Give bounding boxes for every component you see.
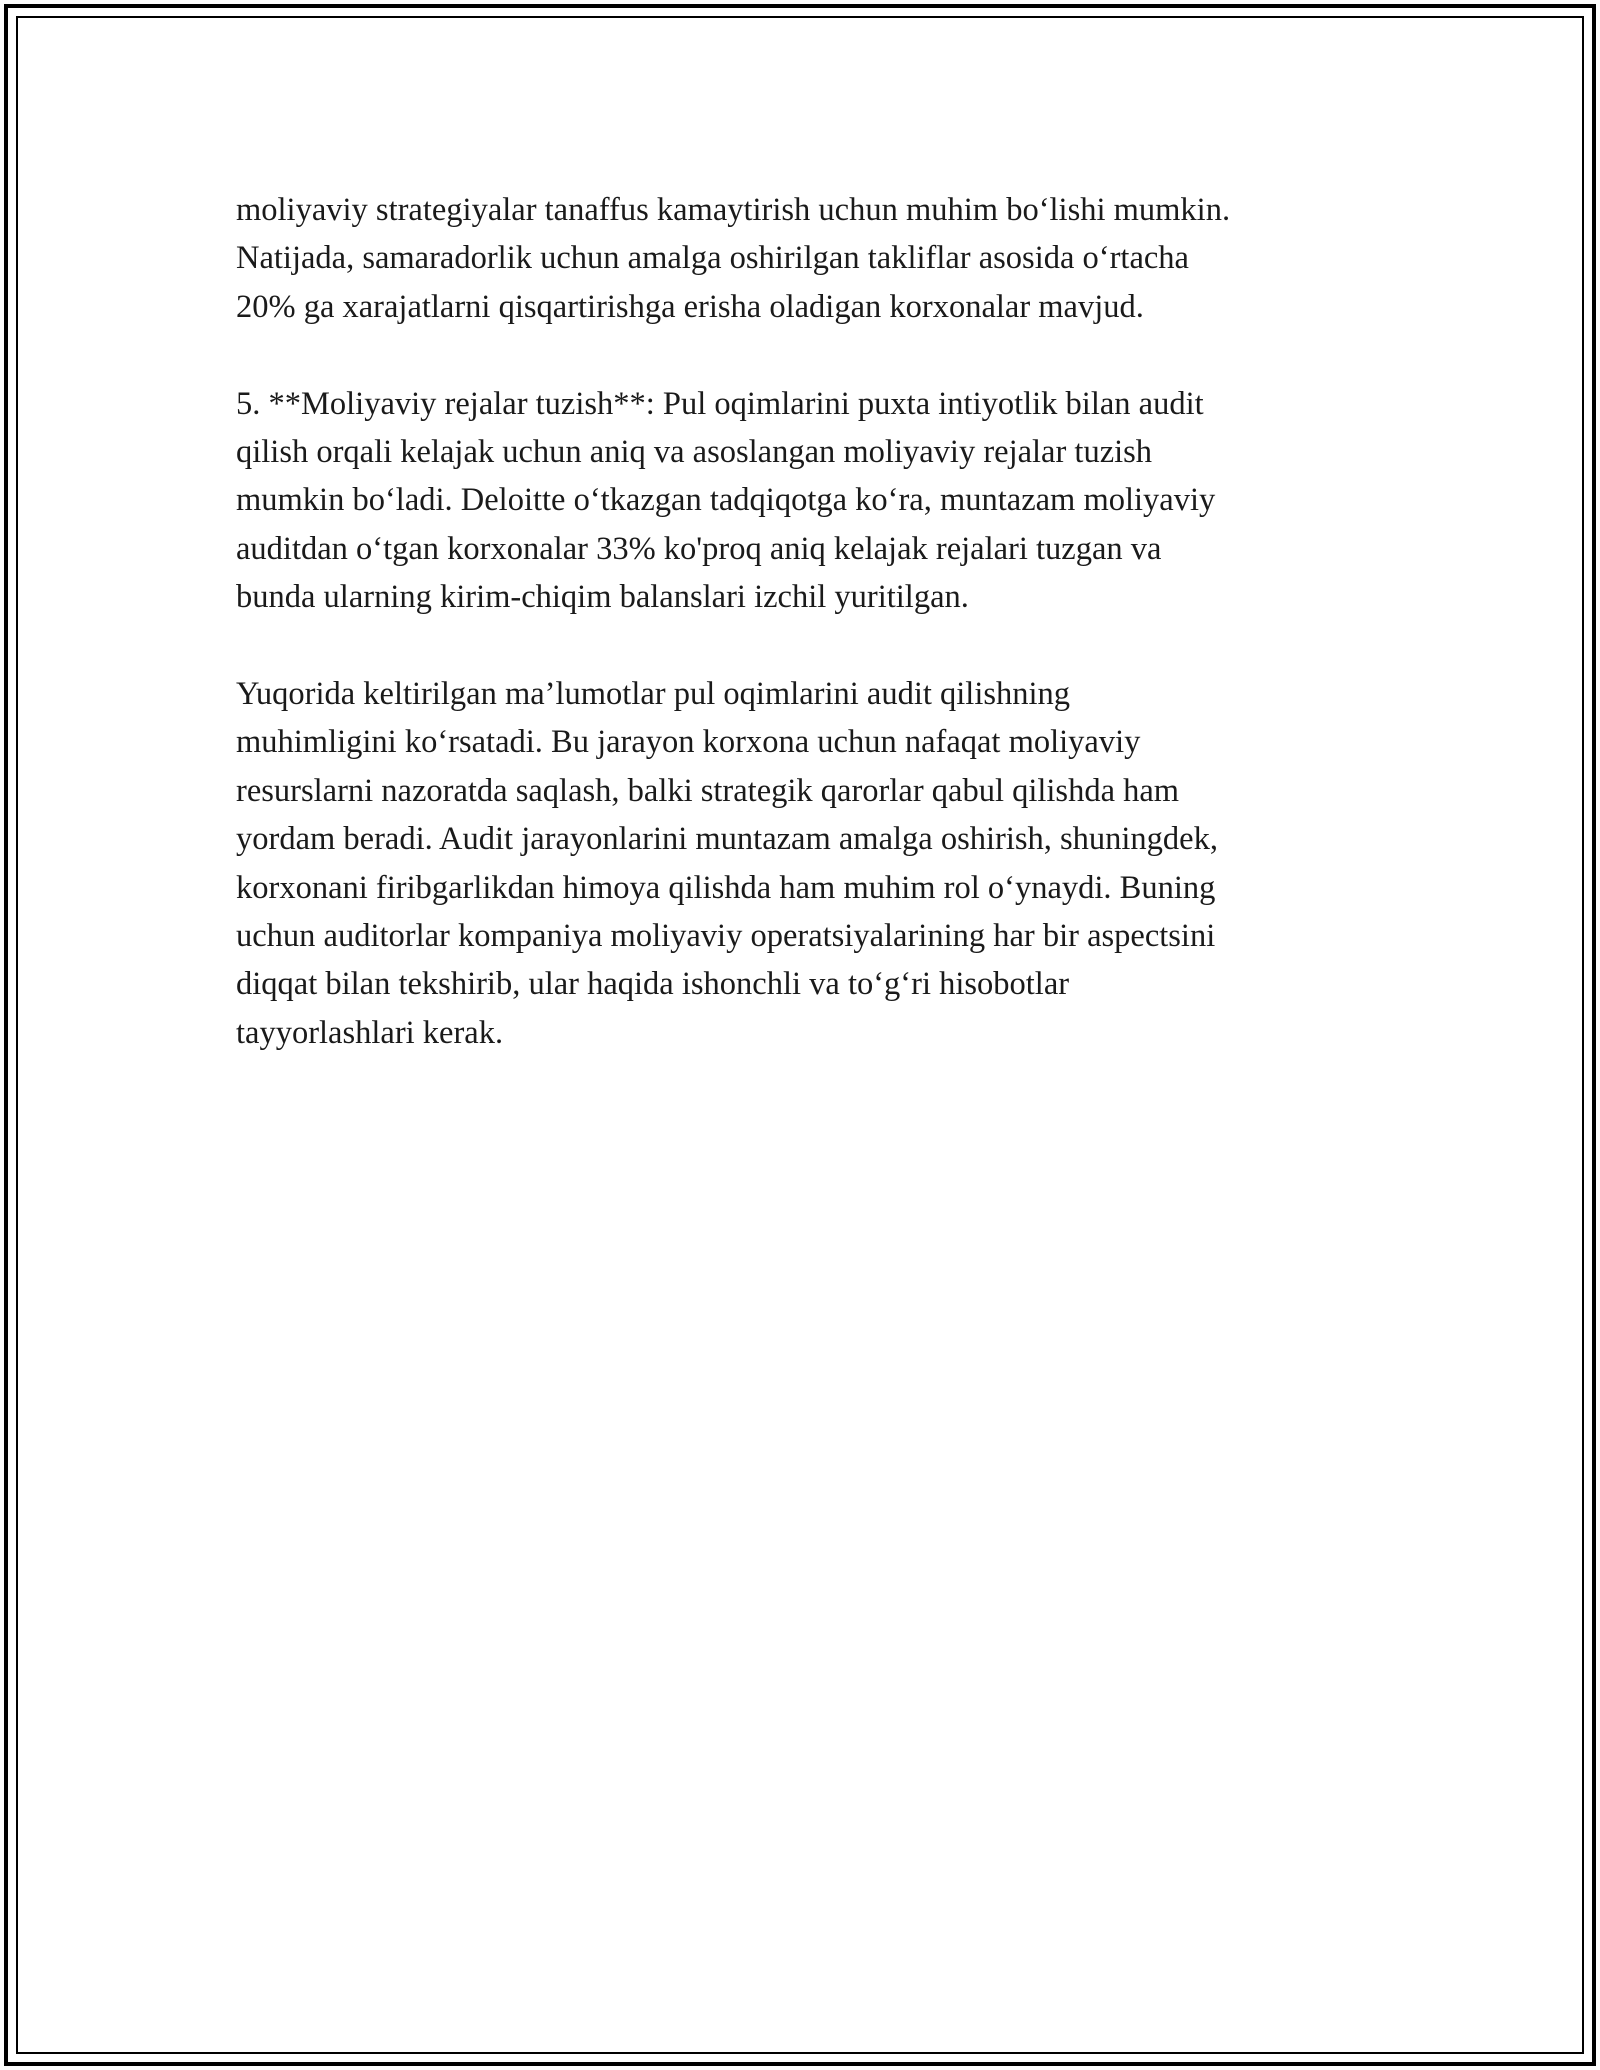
- paragraph-financial-plans: 5. **Moliyaviy rejalar tuzish**: Pul oqimlarini puxta intiyotlik bilan audit qilish orqali kelajak uchun aniq va asoslangan moliyaviy rejalar tuzish mumkin boʻladi. Deloitte oʻtkazgan tadqiqotga koʻra, muntazam moliyaviy auditdan oʻtgan korxonalar 33% ko'proq aniq kelajak rejalari tuzgan va bunda ularning kirim-chiqim balanslari izchil yuritilgan.: [236, 385, 1216, 616]
- paragraph-cost-reduction: moliyaviy strategiyalar tanaffus kamaytirish uchun muhim boʻlishi mumkin. Natijada, samaradorlik uchun amalga oshirilgan takliflar asosida oʻrtacha 20% ga xarajatlarni qisqartirishga erisha oladigan korxonalar mavjud.: [236, 192, 1231, 325]
- paragraph-conclusion: Yuqorida keltirilgan ma’lumotlar pul oqimlarini audit qilishning muhimligini koʻrsatadi. Bu jarayon korxona uchun nafaqat moliyaviy resurslarni nazoratda saqlash, balki strategik qarorlar qabul qilishda ham yordam beradi. Audit jarayonlarini muntazam amalga oshirish, shuningdek, korxonani firibgarlikdan himoya qilishda ham muhim rol oʻynaydi. Buning uchun auditorlar kompaniya moliyaviy operatsiyalarining har bir aspectsini diqqat bilan tekshirib, ular haqida ishonchli va toʻgʻri hisobotlar tayyorlashlari kerak.: [236, 676, 1218, 1051]
- document-body: [236, 186, 1376, 1106]
